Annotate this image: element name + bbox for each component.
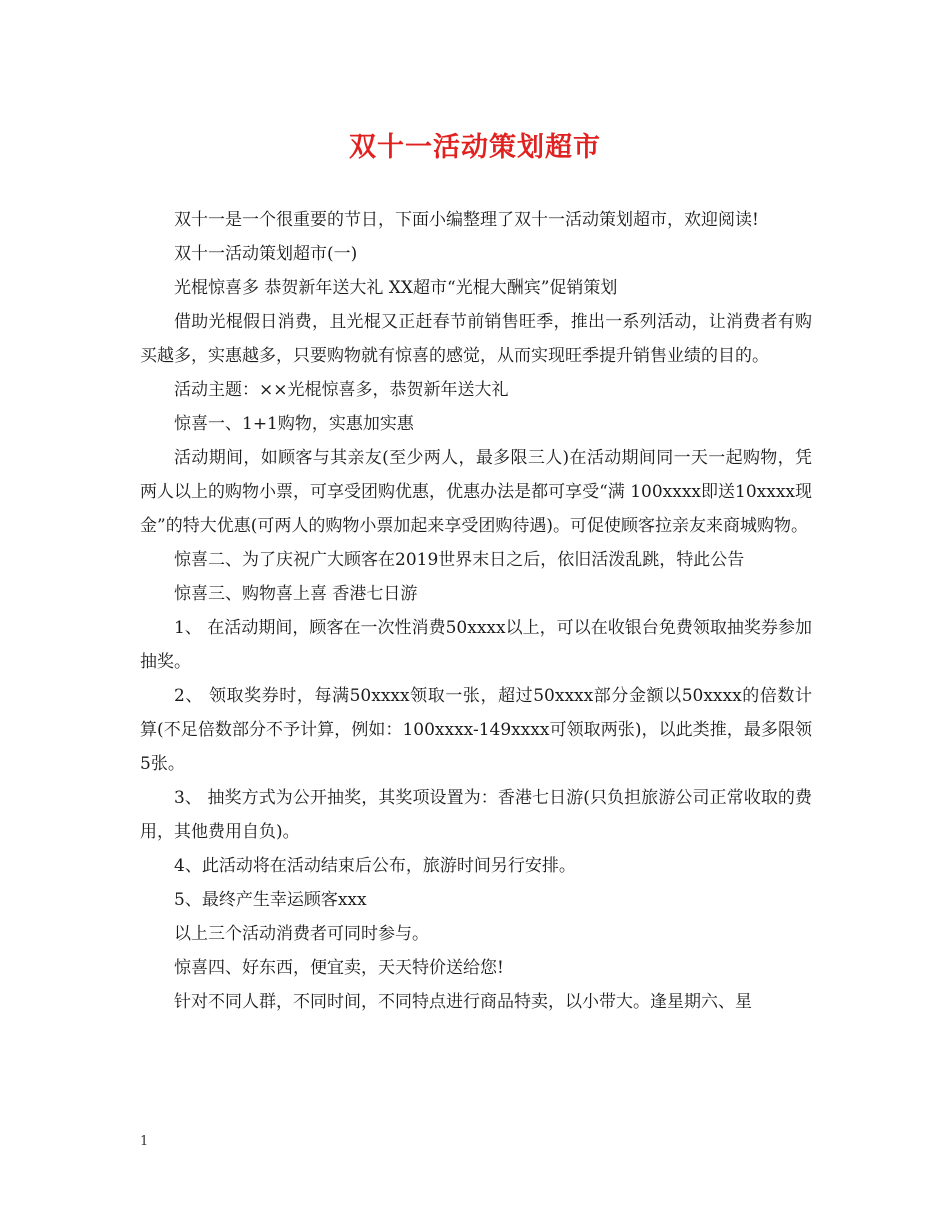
paragraph-rule-4: 4、此活动将在活动结束后公布，旅游时间另行安排。 xyxy=(174,856,576,876)
paragraph-theme: 活动主题：××光棍惊喜多，恭贺新年送大礼 xyxy=(174,380,509,400)
paragraph-surprise-three: 惊喜三、购物喜上喜 香港七日游 xyxy=(174,584,418,604)
paragraph-surprise-four-detail: 针对不同人群，不同时间，不同特点进行商品特卖，以小带大。逢星期六、星 xyxy=(174,992,752,1012)
paragraph-surprise-one: 惊喜一、1+1购物，实惠加实惠 xyxy=(174,414,414,434)
document-body xyxy=(140,203,812,1019)
page-number: 1 xyxy=(140,1134,149,1149)
document-title: 双十一活动策划超市 xyxy=(349,132,601,163)
paragraph-rule-3: 3、 抽奖方式为公开抽奖，其奖项设置为：香港七日游(只负担旅游公司正常收取的费用，其他费用自负)。 xyxy=(140,788,812,842)
paragraph-surprise-two: 惊喜二、为了庆祝广大顾客在2019世界末日之后，依旧活泼乱跳，特此公告 xyxy=(174,550,745,570)
paragraph-surprise-one-detail: 活动期间，如顾客与其亲友(至少两人，最多限三人)在活动期间同一天一起购物，凭两人以上的购物小票，可享受团购优惠，优惠办法是都可享受“满 100xxxx即送10xxxx现金”的特大优惠(可两人的购物小票加起来享受团购待遇)。可促使顾客拉亲友来商城购物。 xyxy=(140,448,812,536)
paragraph-background: 借助光棍假日消费，且光棍又正赶春节前销售旺季，推出一系列活动，让消费者有购买越多，实惠越多，只要购物就有惊喜的感觉，从而实现旺季提升销售业绩的目的。 xyxy=(140,312,812,366)
paragraph-intro: 双十一是一个很重要的节日，下面小编整理了双十一活动策划超市，欢迎阅读! xyxy=(174,210,759,230)
paragraph-rule-5: 5、最终产生幸运顾客xxx xyxy=(174,890,367,910)
paragraph-rule-1: 1、 在活动期间，顾客在一次性消费50xxxx以上，可以在收银台免费领取抽奖券参加抽奖。 xyxy=(140,618,812,672)
paragraph-rule-2: 2、 领取奖券时，每满50xxxx领取一张，超过50xxxx部分金额以50xxxx的倍数计算(不足倍数部分不予计算，例如：100xxxx-149xxxx可领取两张)，以此类推，最多限领5张。 xyxy=(140,686,812,774)
paragraph-promo-title: 光棍惊喜多 恭贺新年送大礼 XX超市“光棍大酬宾”促销策划 xyxy=(174,278,618,298)
paragraph-section-heading: 双十一活动策划超市(一) xyxy=(174,244,358,264)
paragraph-combined-note: 以上三个活动消费者可同时参与。 xyxy=(174,924,429,944)
paragraph-surprise-four: 惊喜四、好东西，便宜卖，天天特价送给您! xyxy=(174,958,504,978)
